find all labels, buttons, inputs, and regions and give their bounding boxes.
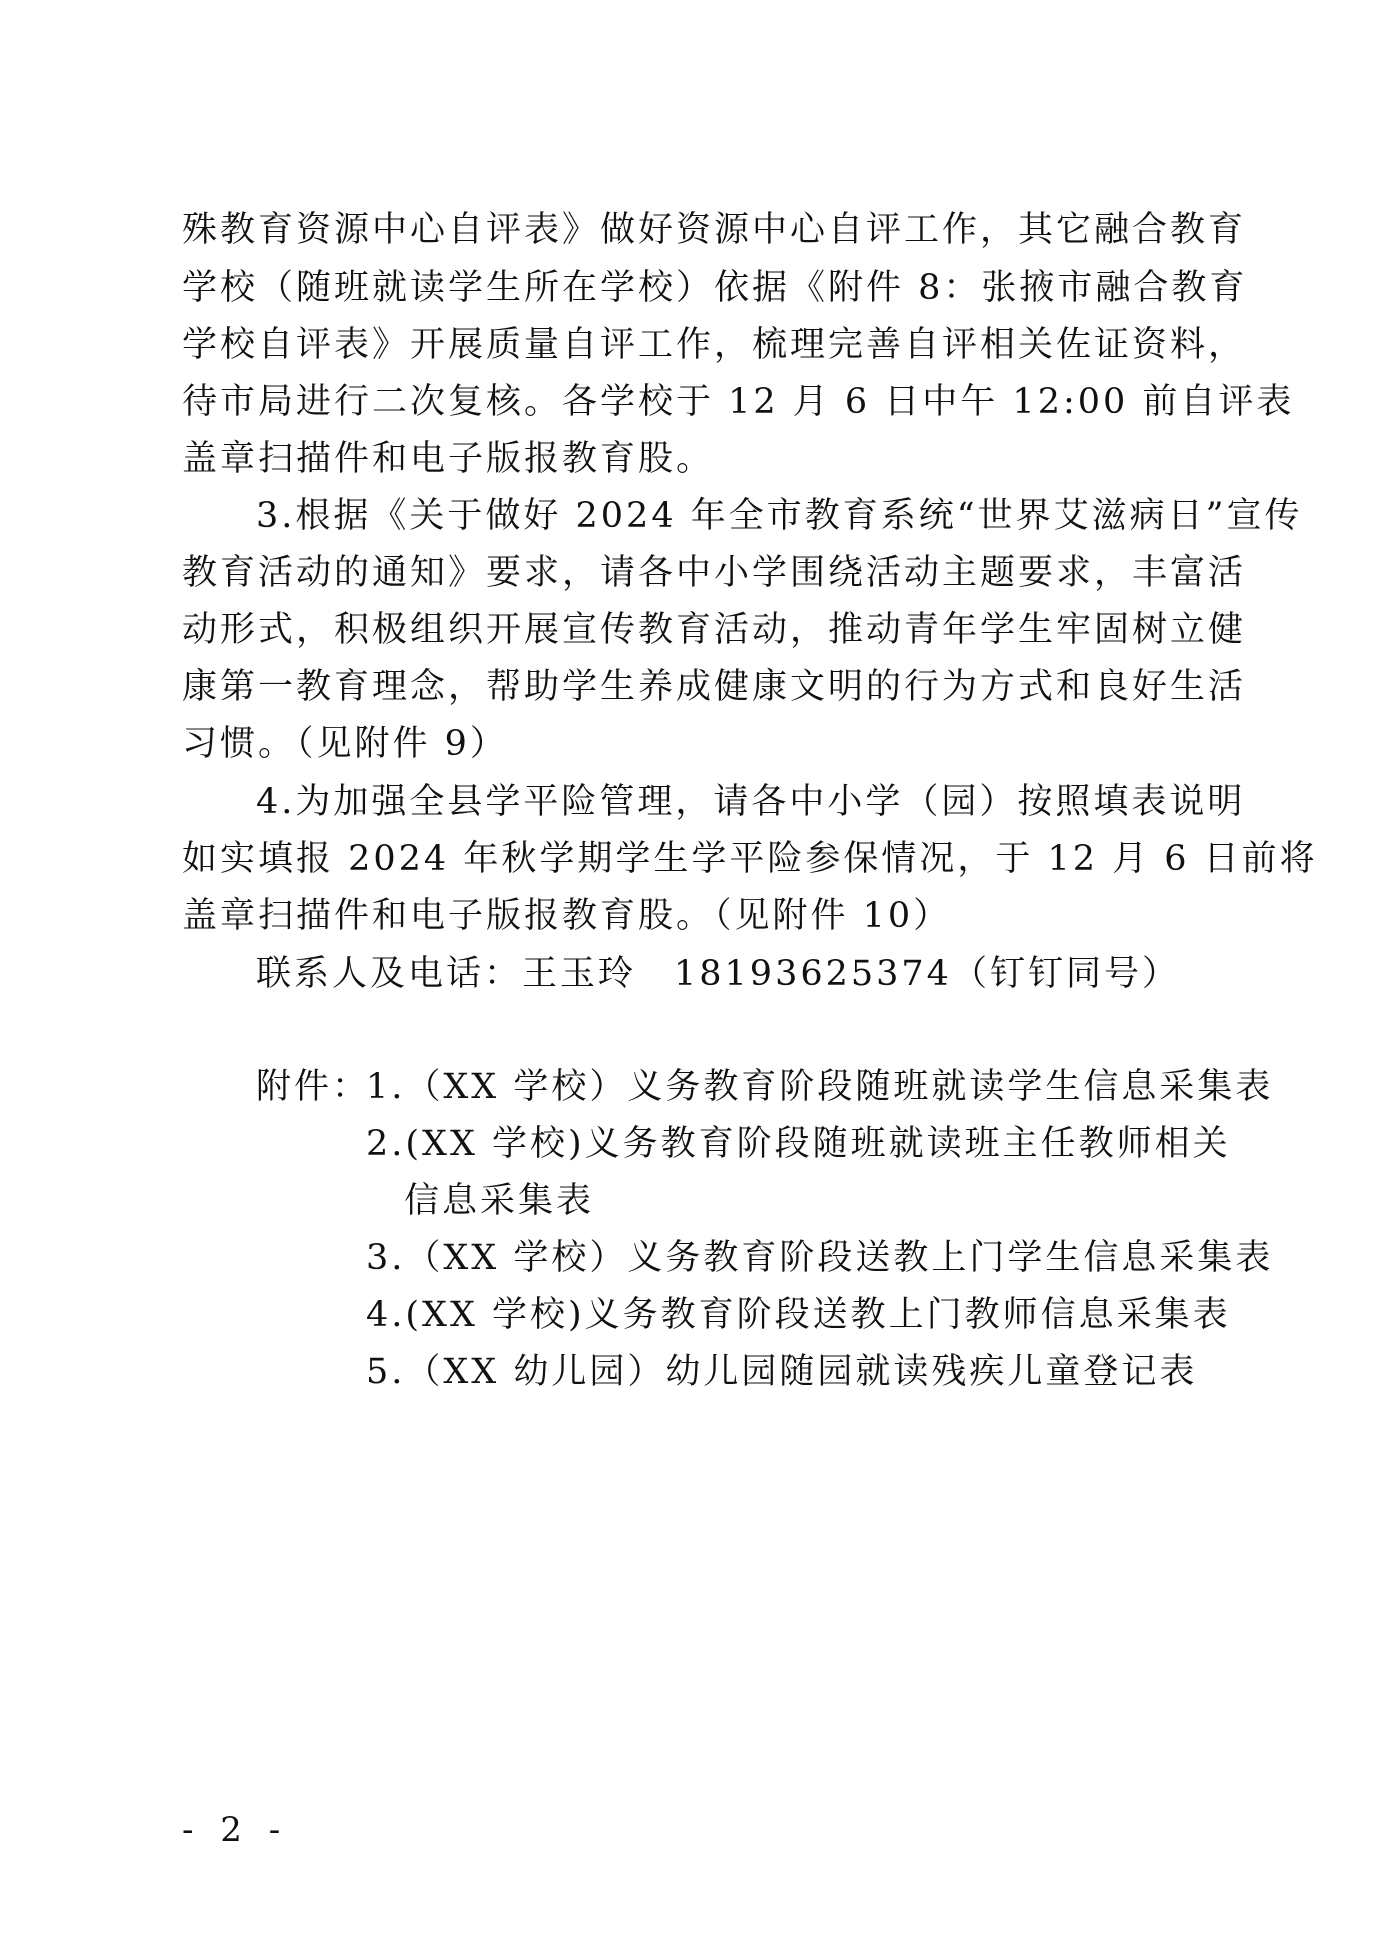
paragraph-3-line-3: 动形式，积极组织开展宣传教育活动，推动青年学生牢固树立健 (182, 610, 1247, 650)
body-line-4: 待市局进行二次复核。各学校于 12 月 6 日中午 12:00 前自评表 (182, 382, 1295, 422)
body-line-5: 盖章扫描件和电子版报教育股。 (182, 439, 715, 479)
paragraph-4-line-1: 4.为加强全县学平险管理，请各中小学（园）按照填表说明 (256, 782, 1246, 822)
body-line-2: 学校（随班就读学生所在学校）依据《附件 8：张掖市融合教育 (182, 268, 1248, 308)
attachment-item-4: 4.(XX 学校)义务教育阶段送教上门教师信息采集表 (366, 1295, 1231, 1335)
attachment-item-5: 5.（XX 幼儿园）幼儿园随园就读残疾儿童登记表 (366, 1352, 1198, 1392)
contact-line: 联系人及电话：王玉玲 18193625374（钉钉同号） (256, 954, 1180, 994)
paragraph-3-line-2: 教育活动的通知》要求，请各中小学围绕活动主题要求，丰富活 (182, 553, 1247, 593)
attachment-item-2-continued: 信息采集表 (404, 1181, 595, 1221)
page-number: - 2 - (182, 1810, 289, 1850)
attachment-item-2: 2.(XX 学校)义务教育阶段随班就读班主任教师相关 (366, 1124, 1231, 1164)
paragraph-4-line-2: 如实填报 2024 年秋学期学生学平险参保情况，于 12 月 6 日前将 (182, 839, 1318, 879)
paragraph-3-line-1: 3.根据《关于做好 2024 年全市教育系统“世界艾滋病日”宣传 (256, 496, 1303, 536)
paragraph-3-line-4: 康第一教育理念，帮助学生养成健康文明的行为方式和良好生活 (182, 667, 1247, 707)
body-line-1: 殊教育资源中心自评表》做好资源中心自评工作，其它融合教育 (182, 210, 1247, 250)
paragraph-4-line-3: 盖章扫描件和电子版报教育股。（见附件 10） (182, 896, 952, 936)
body-line-3: 学校自评表》开展质量自评工作，梳理完善自评相关佐证资料， (182, 325, 1247, 365)
attachments-label: 附件： (256, 1067, 371, 1107)
attachment-item-3: 3.（XX 学校）义务教育阶段送教上门学生信息采集表 (366, 1238, 1274, 1278)
attachment-item-1: 1.（XX 学校）义务教育阶段随班就读学生信息采集表 (366, 1067, 1274, 1107)
paragraph-3-line-5: 习惯。（见附件 9） (182, 724, 508, 764)
